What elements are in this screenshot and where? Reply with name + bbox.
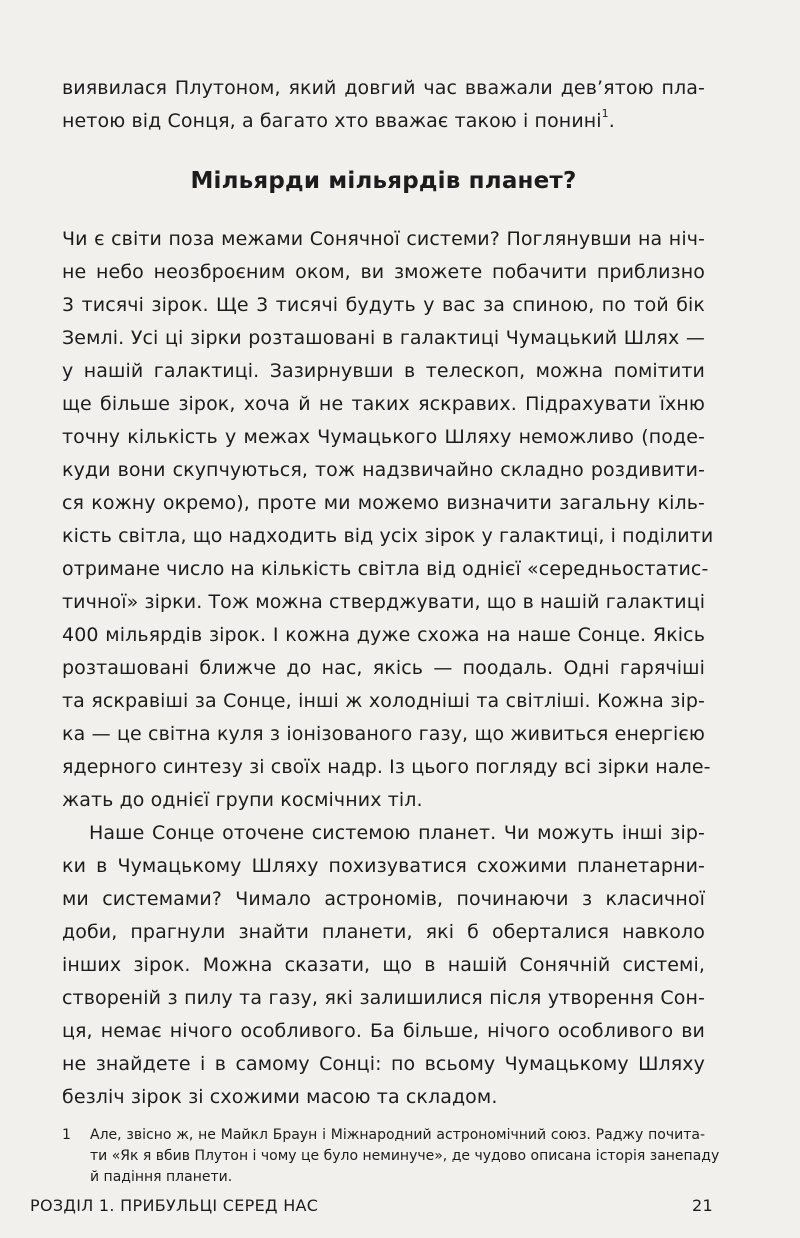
page-number: 21 — [692, 1196, 713, 1215]
running-head: РОЗДІЛ 1. ПРИБУЛЬЦІ СЕРЕД НАС — [30, 1196, 319, 1215]
text-line: у нашій галактиці. Зазирнувши в телескоп, можна помітити — [62, 360, 705, 382]
text-line: ядерного синтезу зі своїх надр. Із цього погляду всі зірки нале- — [62, 756, 711, 778]
text-line: виявилася Плутоном, який довгий час вважали дев’ятою пла- — [62, 77, 705, 99]
text-line: ще більше зірок, хоча й не таких яскравих. Підрахувати їхню — [62, 393, 705, 415]
text-line: куди вони скупчуються, тож надзвичайно складно роздивити- — [62, 459, 705, 481]
text-line-content: нетою від Сонця, а багато хто вважає такою і понині — [62, 110, 602, 132]
text-line: Наше Сонце оточене системою планет. Чи можуть інші зір- — [89, 822, 705, 844]
footnote-reference[interactable]: 1 — [601, 107, 609, 120]
text-line: не знайдете і в самому Сонці: по всьому Чумацькому Шляху — [62, 1053, 705, 1075]
text-line: та яскравіші за Сонце, інші ж холодніші та світліші. Кожна зір- — [62, 690, 705, 712]
text-line: розташовані ближче до нас, якісь — поодаль. Одні гарячіші — [62, 657, 705, 679]
text-line: кість світла, що надходить від усіх зірок у галактиці, і поділити — [62, 525, 714, 547]
footnote-line: ти «Як я вбив Плутон і чому це було неминуче», де чудово описана історія занепаду — [90, 1148, 720, 1164]
text-line: безліч зірок зі схожими масою та складом. — [62, 1086, 498, 1108]
footnote-number: 1 — [62, 1127, 71, 1143]
text-line: тичної» зірки. Тож можна стверджувати, що в нашій галактиці — [62, 591, 706, 613]
text-line: ки в Чумацькому Шляху похизуватися схожими планетарни- — [62, 855, 705, 877]
text-line: ми системами? Чимало астрономів, починаючи з класичної — [62, 888, 705, 910]
text-line: ся кожну окремо), проте ми можемо визначити загальну кіль- — [62, 492, 705, 514]
footnote-line: й падіння планети. — [90, 1169, 233, 1185]
text-line: нетою від Сонця, а багато хто вважає такою і понині$^1$. — [62, 107, 615, 132]
text-line: ця, немає нічого особливого. Ба більше, нічого особливого ви — [62, 1020, 705, 1042]
footnote-line: Але, звісно ж, не Майкл Браун і Міжнародний астрономічний союз. Раджу почита- — [90, 1127, 705, 1143]
text-line: створеній з пилу та газу, які залишилися після утворення Сон- — [62, 987, 705, 1009]
text-line: Чи є світи поза межами Сонячної системи? Поглянувши на ніч- — [62, 228, 705, 250]
text-line: Землі. Усі ці зірки розташовані в галактиці Чумацький Шлях — — [62, 327, 705, 349]
text-line: 400 мільярдів зірок. І кожна дуже схожа на наше Сонце. Якісь — [62, 624, 705, 646]
text-line: отримане число на кількість світла від однієї «середньостатис- — [62, 558, 709, 580]
text-line: інших зірок. Можна сказати, що в нашій Сонячній системі, — [62, 954, 705, 976]
text-line: точну кількість у межах Чумацького Шляху неможливо (поде- — [62, 426, 705, 448]
section-heading: Мільярди мільярдів планет? — [190, 168, 577, 194]
text-line: ка — це світна куля з іонізованого газу, що живиться енергією — [62, 723, 705, 745]
text-line: 3 тисячі зірок. Ще 3 тисячі будуть у вас за спиною, по той бік — [62, 294, 705, 316]
text-line: не небо неозброєним оком, ви зможете побачити приблизно — [62, 261, 705, 283]
text-line: доби, прагнули знайти планети, які б оберталися навколо — [62, 921, 705, 943]
text-line: жать до однієї групи космічних тіл. — [62, 789, 423, 811]
